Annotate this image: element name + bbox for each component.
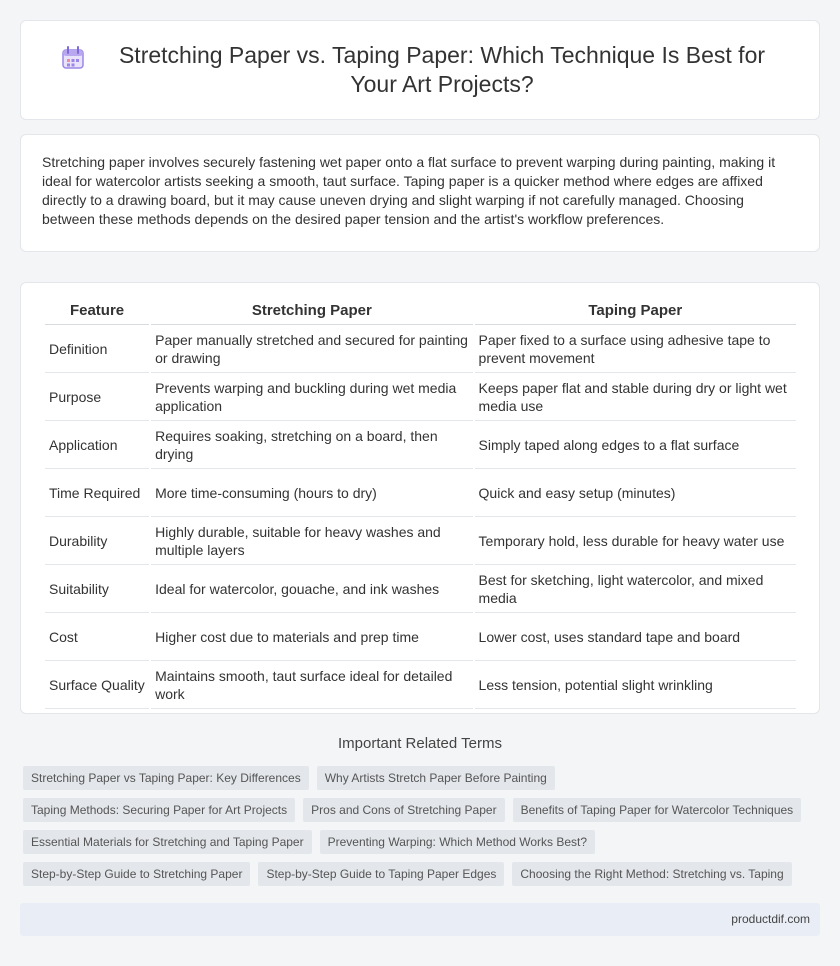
table-cell-taping: Quick and easy setup (minutes) <box>475 469 796 517</box>
comparison-table-card <box>20 282 820 714</box>
table-header-feature: Feature <box>45 295 149 325</box>
page-title: Stretching Paper vs. Taping Paper: Which Technique Is Best for Your Art Projects? <box>118 42 766 97</box>
related-term-tag[interactable]: Preventing Warping: Which Method Works Best? <box>320 830 595 854</box>
footer <box>20 903 820 936</box>
calendar-icon <box>60 45 86 71</box>
table-cell-stretching: More time-consuming (hours to dry) <box>151 469 472 517</box>
comparison-table <box>43 295 798 709</box>
table-row <box>45 661 796 709</box>
table-row <box>45 469 796 517</box>
table-row <box>45 613 796 661</box>
related-term-tag[interactable]: Pros and Cons of Stretching Paper <box>303 798 504 822</box>
table-cell-stretching: Prevents warping and buckling during wet media application <box>151 373 472 421</box>
tag-row <box>23 862 823 886</box>
table-cell-taping: Paper fixed to a surface using adhesive tape to prevent movement <box>475 325 796 373</box>
table-cell-feature: Surface Quality <box>45 661 149 709</box>
related-term-tag[interactable]: Choosing the Right Method: Stretching vs. Taping <box>512 862 791 886</box>
related-terms-tags <box>23 766 823 894</box>
title-wrap <box>60 41 780 99</box>
table-row <box>45 517 796 565</box>
related-term-tag[interactable]: Step-by-Step Guide to Stretching Paper <box>23 862 250 886</box>
table-header-stretching: Stretching Paper <box>151 295 472 325</box>
header-card <box>20 20 820 120</box>
table-cell-feature: Suitability <box>45 565 149 613</box>
table-cell-feature: Durability <box>45 517 149 565</box>
table-cell-stretching: Requires soaking, stretching on a board, then drying <box>151 421 472 469</box>
table-row <box>45 565 796 613</box>
related-terms-title: Important Related Terms <box>338 735 502 752</box>
table-cell-feature: Time Required <box>45 469 149 517</box>
table-row <box>45 373 796 421</box>
table-cell-taping: Temporary hold, less durable for heavy water use <box>475 517 796 565</box>
table-cell-stretching: Ideal for watercolor, gouache, and ink washes <box>151 565 472 613</box>
table-cell-feature: Purpose <box>45 373 149 421</box>
table-cell-stretching: Maintains smooth, taut surface ideal for detailed work <box>151 661 472 709</box>
table-header-taping: Taping Paper <box>475 295 796 325</box>
table-cell-feature: Application <box>45 421 149 469</box>
table-cell-taping: Simply taped along edges to a flat surface <box>475 421 796 469</box>
tag-row <box>23 798 823 822</box>
table-row <box>45 325 796 373</box>
related-term-tag[interactable]: Stretching Paper vs Taping Paper: Key Differences <box>23 766 309 790</box>
table-cell-stretching: Paper manually stretched and secured for painting or drawing <box>151 325 472 373</box>
table-header-row <box>45 295 796 325</box>
table-cell-feature: Definition <box>45 325 149 373</box>
table-cell-taping: Less tension, potential slight wrinkling <box>475 661 796 709</box>
table-cell-stretching: Higher cost due to materials and prep time <box>151 613 472 661</box>
related-term-tag[interactable]: Step-by-Step Guide to Taping Paper Edges <box>258 862 504 886</box>
table-row <box>45 421 796 469</box>
tag-row <box>23 830 823 854</box>
tag-row <box>23 766 823 790</box>
related-term-tag[interactable]: Benefits of Taping Paper for Watercolor Techniques <box>513 798 802 822</box>
table-cell-taping: Keeps paper flat and stable during dry or light wet media use <box>475 373 796 421</box>
table-cell-stretching: Highly durable, suitable for heavy washes and multiple layers <box>151 517 472 565</box>
related-term-tag[interactable]: Taping Methods: Securing Paper for Art Projects <box>23 798 295 822</box>
related-term-tag[interactable]: Essential Materials for Stretching and Taping Paper <box>23 830 312 854</box>
table-cell-feature: Cost <box>45 613 149 661</box>
table-cell-taping: Lower cost, uses standard tape and board <box>475 613 796 661</box>
table-cell-taping: Best for sketching, light watercolor, and mixed media <box>475 565 796 613</box>
intro-text: Stretching paper involves securely fastening wet paper onto a flat surface to prevent warping during painting, making it ideal for watercolor artists seeking a smooth, taut surface. Taping paper is a quicker method where edges are affixed directly to a drawing board, but it may cause uneven drying and slight warping if not carefully managed. Choosing between these methods depends on the desired paper tension and the artist's workflow preferences. <box>42 154 776 227</box>
footer-site[interactable]: productdif.com <box>731 912 810 926</box>
related-term-tag[interactable]: Why Artists Stretch Paper Before Painting <box>317 766 555 790</box>
intro-card <box>20 134 820 252</box>
